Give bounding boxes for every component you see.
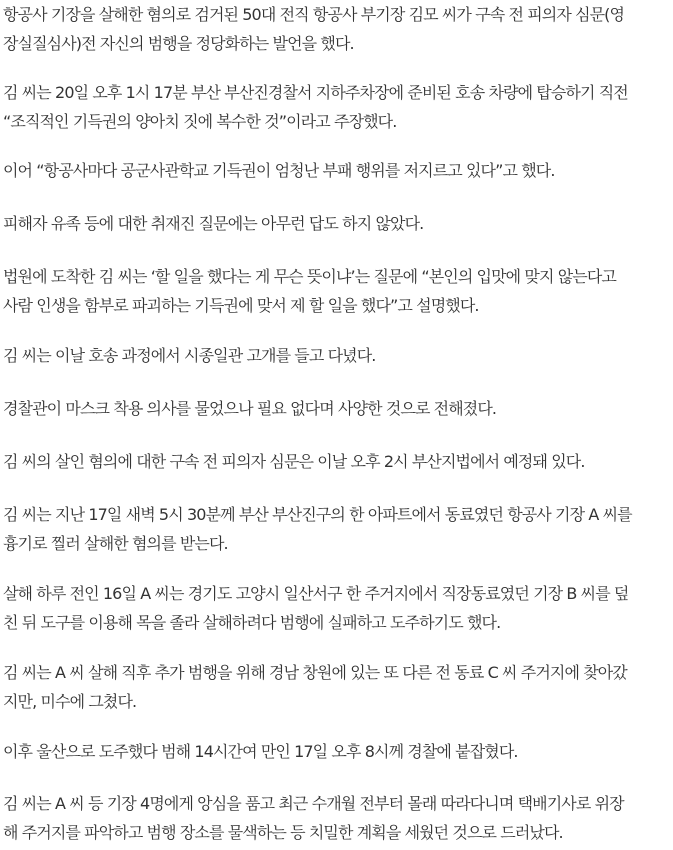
- paragraph-1: [3, 0, 624, 58]
- paragraph-13: [3, 789, 624, 847]
- paragraph-3: [3, 156, 555, 185]
- paragraph-line: 피해자 유족 등에 대한 취재진 질문에는 아무런 답도 하지 않았다.: [3, 214, 424, 233]
- paragraph-line: 살해 하루 전인 16일 A 씨는 경기도 고양시 일산서구 한 주거지에서 직장동료였던 기장 B 씨를 덮: [3, 584, 629, 603]
- paragraph-line: 사람 인생을 함부로 파괴하는 기득권에 맞서 제 할 일을 했다”고 설명했다.: [3, 296, 479, 315]
- paragraph-line: 흉기로 찔러 살해한 혐의를 받는다.: [3, 534, 228, 553]
- paragraph-line: 항공사 기장을 살해한 혐의로 검거된 50대 전직 항공사 부기장 김모 씨가 구속 전 피의자 심문(영: [3, 5, 625, 24]
- paragraph-line: 이어 “항공사마다 공군사관학교 기득권이 엄청난 부패 행위를 저지르고 있다”고 했다.: [3, 161, 555, 180]
- paragraph-line: 김 씨는 지난 17일 새벽 5시 30분께 부산 부산진구의 한 아파트에서 동료였던 항공사 기장 A 씨를: [3, 505, 632, 524]
- paragraph-line: 이후 울산으로 도주했다 범해 14시간여 만인 17일 오후 8시께 경찰에 붙잡혔다.: [3, 742, 518, 761]
- paragraph-9: [3, 500, 632, 558]
- paragraph-7: [3, 394, 496, 423]
- paragraph-line: 법원에 도착한 김 씨는 ‘할 일을 했다는 게 무슨 뜻이냐’는 질문에 “본인의 입맛에 맞지 않는다고: [3, 267, 616, 286]
- paragraph-2: [3, 78, 628, 136]
- paragraph-line: 경찰관이 마스크 착용 의사를 물었으나 필요 없다며 사양한 것으로 전해졌다.: [3, 399, 497, 418]
- paragraph-5: [3, 262, 616, 320]
- paragraph-11: [3, 658, 627, 716]
- paragraph-12: [3, 737, 518, 766]
- paragraph-line: 김 씨는 A 씨 살해 직후 추가 범행을 위해 경남 창원에 있는 또 다른 전 동료 C 씨 주거지에 찾아갔: [3, 663, 627, 682]
- paragraph-line: 장실질심사)전 자신의 범행을 정당화하는 발언을 했다.: [3, 34, 354, 53]
- paragraph-line: 친 뒤 도구를 이용해 목을 졸라 살해하려다 범행에 실패하고 도주하기도 했다.: [3, 613, 501, 632]
- paragraph-line: 김 씨는 20일 오후 1시 17분 부산 부산진경찰서 지하주차장에 준비된 호송 차량에 탑승하기 직전: [3, 83, 628, 102]
- paragraph-line: 김 씨는 A 씨 등 기장 4명에게 앙심을 품고 최근 수개월 전부터 몰래 따라다니며 택배기사로 위장: [3, 794, 624, 813]
- paragraph-line: 김 씨의 살인 혐의에 대한 구속 전 피의자 심문은 이날 오후 2시 부산지법에서 예정돼 있다.: [3, 452, 585, 471]
- paragraph-line: 김 씨는 이날 호송 과정에서 시종일관 고개를 들고 다녔다.: [3, 346, 376, 365]
- paragraph-10: [3, 579, 629, 637]
- paragraph-line: 해 주거지를 파악하고 범행 장소를 물색하는 등 치밀한 계획을 세웠던 것으로 드러났다.: [3, 823, 563, 842]
- paragraph-6: [3, 341, 375, 370]
- paragraph-8: [3, 447, 585, 476]
- paragraph-4: [3, 209, 423, 238]
- paragraph-line: 지만, 미수에 그쳤다.: [3, 692, 137, 711]
- paragraph-line: “조직적인 기득권의 양아치 짓에 복수한 것”이라고 주장했다.: [3, 112, 397, 131]
